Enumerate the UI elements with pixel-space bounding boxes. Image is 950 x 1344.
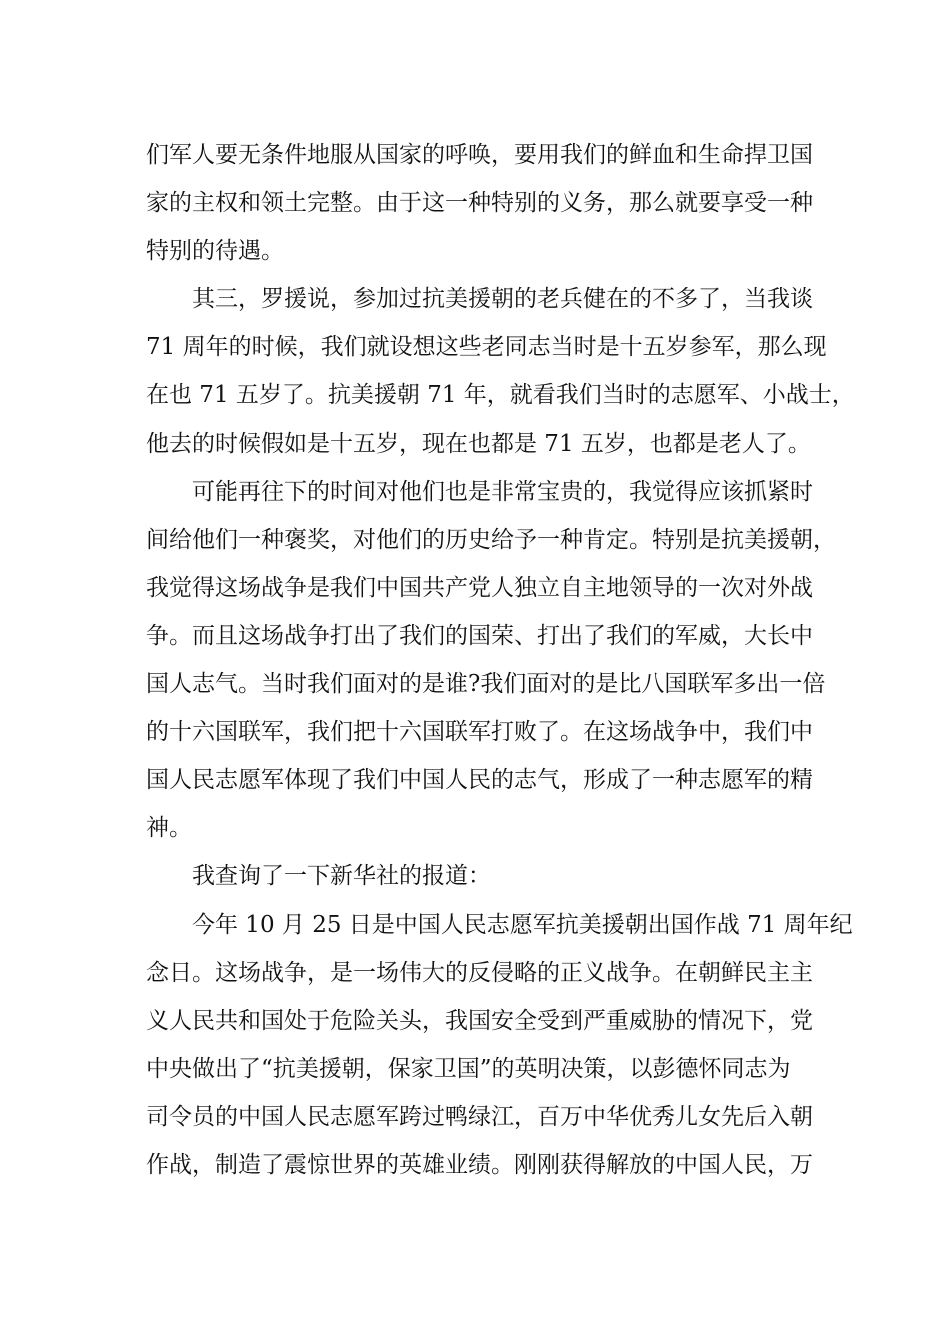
document-body xyxy=(146,131,855,1189)
text-line: 特别的待遇。 xyxy=(146,238,284,265)
text-line: 神。 xyxy=(146,815,192,842)
paragraph-start-line: 我查询了一下新华社的报道： xyxy=(192,863,491,890)
paragraph-start-line: 今年 10 月 25 日是中国人民志愿军抗美援朝出国作战 71 周年纪 xyxy=(192,911,853,938)
text-line: 司令员的中国人民志愿军跨过鸭绿江，百万中华优秀儿女先后入朝 xyxy=(146,1103,813,1130)
paragraph-start-line: 可能再往下的时间对他们也是非常宝贵的，我觉得应该抓紧时 xyxy=(192,478,813,505)
text-line: 我觉得这场战争是我们中国共产党人独立自主地领导的一次对外战 xyxy=(146,574,813,601)
text-line: 中央做出了“抗美援朝，保家卫国”的英明决策，以彭德怀同志为 xyxy=(146,1055,791,1082)
text-line: 们军人要无条件地服从国家的呼唤，要用我们的鲜血和生命捍卫国 xyxy=(146,142,813,168)
text-line: 家的主权和领土完整。由于这一种特别的义务，那么就要享受一种 xyxy=(146,190,813,217)
text-line: 国人志气。当时我们面对的是谁?我们面对的是比八国联军多出一倍 xyxy=(146,671,826,698)
text-line: 念日。这场战争，是一场伟大的反侵略的正义战争。在朝鲜民主主 xyxy=(146,959,813,986)
text-line: 他去的时候假如是十五岁，现在也都是 71 五岁，也都是老人了。 xyxy=(146,430,811,457)
text-line: 的十六国联军，我们把十六国联军打败了。在这场战争中，我们中 xyxy=(146,719,813,746)
text-line: 间给他们一种褒奖，对他们的历史给予一种肯定。特别是抗美援朝， xyxy=(146,526,836,553)
text-line: 争。而且这场战争打出了我们的国荣、打出了我们的军威，大长中 xyxy=(146,622,813,649)
text-line: 义人民共和国处于危险关头，我国安全受到严重威胁的情况下，党 xyxy=(146,1007,813,1034)
text-line: 在也 71 五岁了。抗美援朝 71 年，就看我们当时的志愿军、小战士， xyxy=(146,382,855,409)
paragraph-start-line: 其三，罗援说，参加过抗美援朝的老兵健在的不多了，当我谈 xyxy=(192,286,813,313)
text-line: 71 周年的时候，我们就设想这些老同志当时是十五岁参军，那么现 xyxy=(146,334,827,361)
text-line: 国人民志愿军体现了我们中国人民的志气，形成了一种志愿军的精 xyxy=(146,767,813,794)
text-line: 作战，制造了震惊世界的英雄业绩。刚刚获得解放的中国人民，万 xyxy=(146,1151,813,1178)
